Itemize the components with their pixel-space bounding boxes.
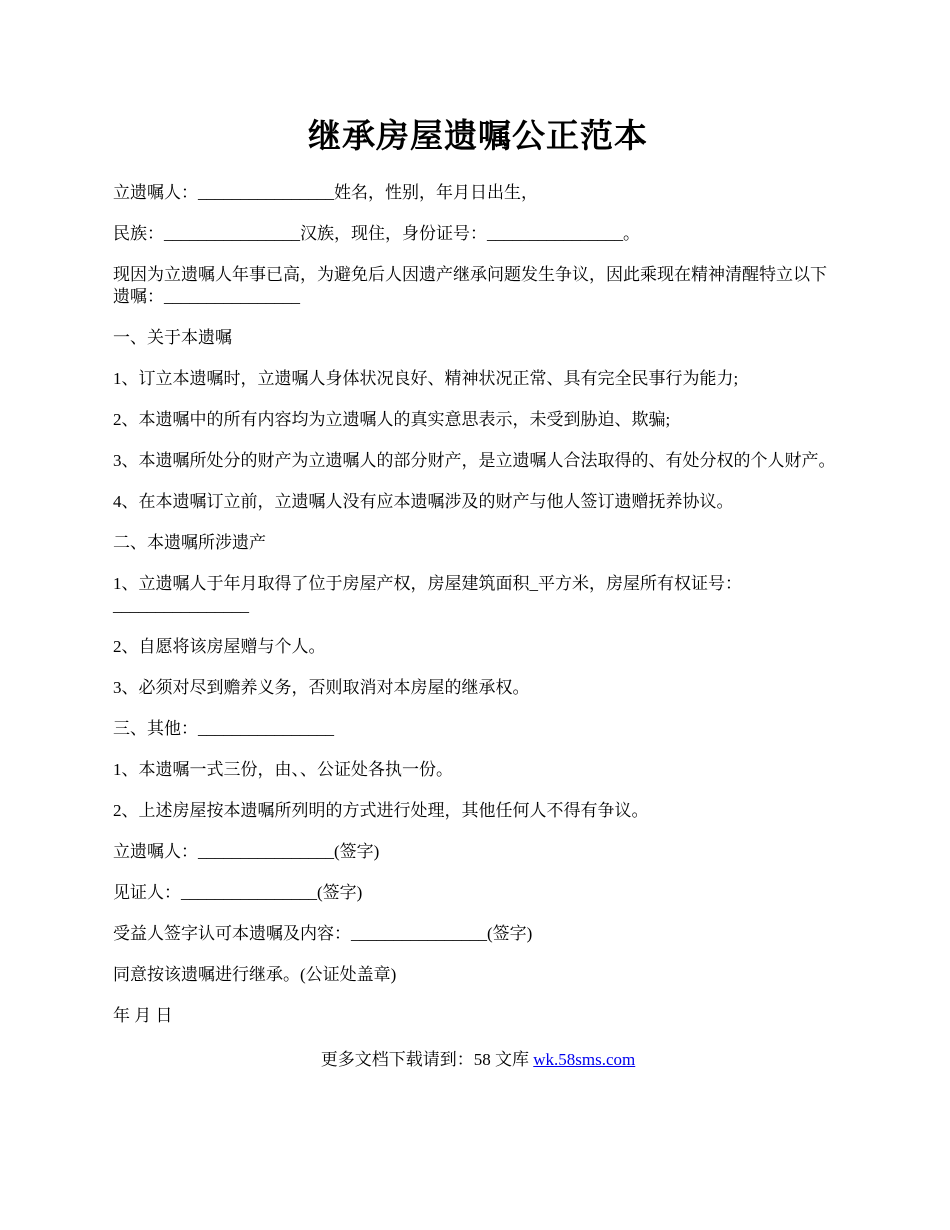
paragraph-clause-2-2: 2、自愿将该房屋赠与个人。 bbox=[113, 637, 326, 656]
date-line: 年 月 日 bbox=[113, 1006, 173, 1025]
paragraph-clause-2-3: 3、必须对尽到赡养义务，否则取消对本房屋的继承权。 bbox=[113, 678, 530, 697]
paragraph-clause-3-2: 2、上述房屋按本遗嘱所列明的方式进行处理，其他任何人不得有争议。 bbox=[113, 801, 649, 820]
paragraph-clause-1-2: 2、本遗嘱中的所有内容均为立遗嘱人的真实意思表示，未受到胁迫、欺骗; bbox=[113, 410, 671, 429]
section-heading-estate: 二、本遗嘱所涉遗产 bbox=[113, 533, 266, 552]
paragraph-clause-1-1: 1、订立本遗嘱时，立遗嘱人身体状况良好、精神状况正常、具有完全民事行为能力; bbox=[113, 369, 739, 388]
paragraph-clause-1-4: 4、在本遗嘱订立前，立遗嘱人没有应本遗嘱涉及的财产与他人签订遗赠抚养协议。 bbox=[113, 492, 734, 511]
paragraph-testator: 立遗嘱人：________________姓名，性别，年月日出生， bbox=[113, 183, 538, 202]
paragraph-preamble: 现因为立遗嘱人年事已高，为避免后人因遗产继承问题发生争议，因此乘现在精神清醒特立以下遗嘱：________________ bbox=[113, 265, 827, 306]
paragraph-clause-1-3: 3、本遗嘱所处分的财产为立遗嘱人的部分财产，是立遗嘱人合法取得的、有处分权的个人财产。 bbox=[113, 451, 836, 470]
paragraph-clause-2-1: 1、立遗嘱人于年月取得了位于房屋产权，房屋建筑面积_平方米，房屋所有权证号：________________ bbox=[113, 574, 742, 615]
signature-witness: 见证人：________________(签字) bbox=[113, 883, 363, 902]
footer-prefix: 更多文档下载请到：58 文库 bbox=[320, 1050, 534, 1069]
section-heading-about-will: 一、关于本遗嘱 bbox=[113, 328, 232, 347]
footer-link[interactable]: wk.58sms.com bbox=[533, 1050, 636, 1069]
download-footer bbox=[113, 1049, 843, 1071]
paragraph-clause-3-1: 1、本遗嘱一式三份，由、、公证处各执一份。 bbox=[113, 760, 453, 779]
paragraph-ethnicity: 民族：________________汉族，现住，身份证号：________________。 bbox=[113, 224, 640, 243]
signature-testator: 立遗嘱人：________________(签字) bbox=[113, 842, 380, 861]
signature-beneficiary: 受益人签字认可本遗嘱及内容：________________(签字) bbox=[113, 924, 533, 943]
document-page bbox=[113, 112, 843, 1071]
document-title: 继承房屋遗嘱公正范本 bbox=[308, 119, 648, 155]
section-heading-other: 三、其他：________________ bbox=[113, 719, 334, 738]
notary-seal-line: 同意按该遗嘱进行继承。(公证处盖章) bbox=[113, 965, 397, 984]
